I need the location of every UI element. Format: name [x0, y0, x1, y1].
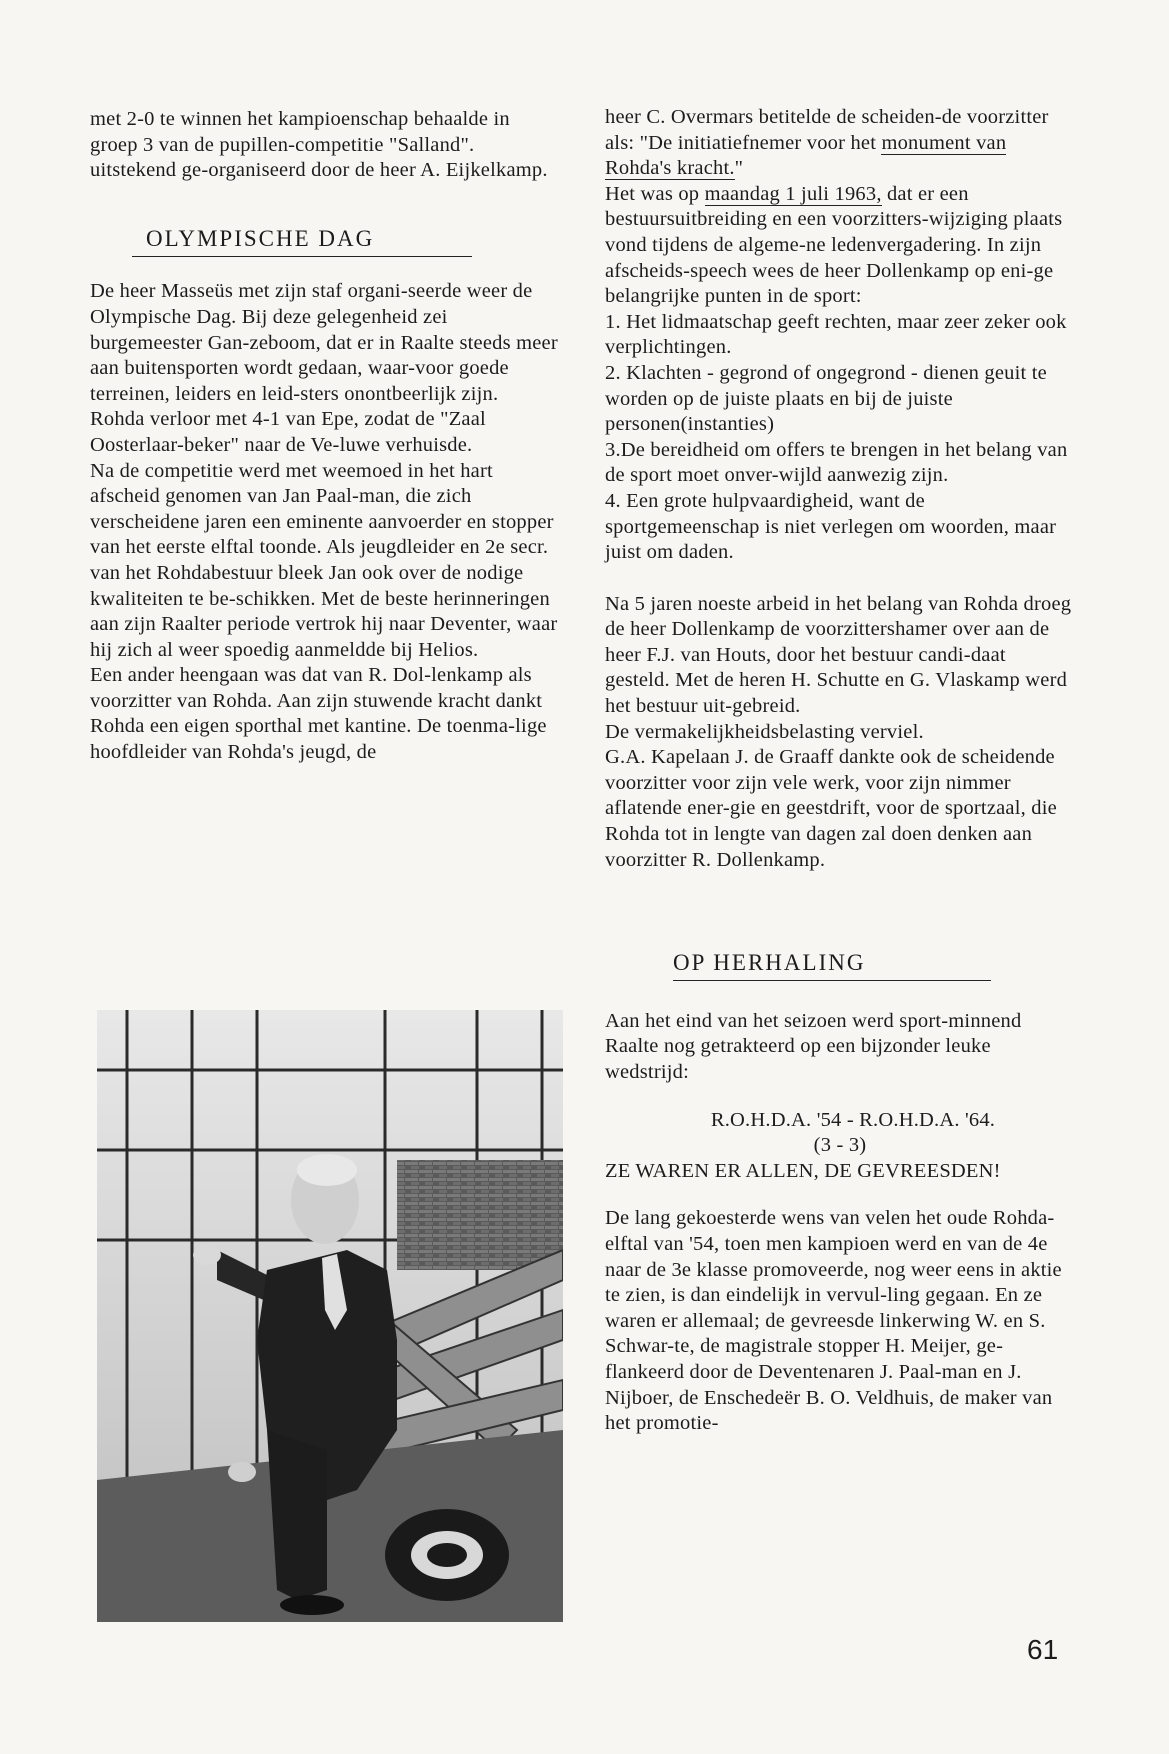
match-slogan: ZE WAREN ER ALLEN, DE GEVREESDEN!	[605, 1159, 1001, 1182]
match-line: R.O.H.D.A. '54 - R.O.H.D.A. '64.	[710, 1108, 996, 1131]
photo-man-pointing	[97, 1010, 563, 1622]
list-item-point-4: 4. Een grote hulpvaardigheid, want de sportgemeenschap is niet verlegen om woorden, maar juist om daden.	[605, 489, 1057, 564]
heading-rule	[673, 980, 991, 981]
list-item-point-1: 1. Het lidmaatschap geeft rechten, maar zeer zeker ook verplichtingen.	[605, 310, 1067, 359]
page-number: 61	[1027, 1634, 1059, 1665]
match-score: (3 - 3)	[813, 1134, 867, 1157]
paragraph-overmars: heer C. Overmars betitelde de scheiden-de voorzitter als: "De initiatiefnemer voor het monument van Rohda's kracht."	[605, 106, 1049, 180]
paragraph-herhaling-intro: Aan het eind van het seizoen werd sport-minnend Raalte nog getrakteerd op een bijzonder leuke wedstrijd:	[605, 1009, 1022, 1083]
heading-olympische-dag: OLYMPISCHE DAG	[146, 225, 375, 251]
paragraph-rohda-lost: Rohda verloor met 4-1 van Epe, zodat de "Zaal Oosterlaar-beker" naar de Ve-luwe verhuisde.	[90, 408, 486, 456]
wheelbarrow	[385, 1509, 509, 1601]
paragraph-thanks: G.A. Kapelaan J. de Graaff dankte ook de scheidende voorzitter voor zijn vele werk, voor zijn nimmer aflatende ener-gie en geestdrift, voor de sportzaal, die Rohda tot in lengte van dagen zal doen denken aan voorzitter R. Dollenkamp.	[605, 746, 1057, 871]
list-item-point-2: 2. Klachten - gegrond of ongegrond - dienen geuit te worden op de juiste plaats en bij de juiste personen(instanties)	[605, 361, 1047, 436]
right-column	[605, 105, 1075, 1437]
list-item-point-3: 3.De bereidheid om offers te brengen in het belang van de sport moet onver-wijld aanwezig zijn.	[605, 438, 1068, 487]
heading-rule	[132, 256, 472, 257]
paragraph-tax: De vermakelijkheidsbelasting verviel.	[605, 720, 924, 743]
underlined-date: maandag 1 juli 1963,	[704, 182, 882, 205]
underlined-quote: monument van Rohda's kracht.	[605, 131, 1007, 180]
paragraph-old-team: De lang gekoesterde wens van velen het oude Rohda-elftal van '54, toen men kampioen werd en van de 4e naar de 3e klasse promoveerde, nog weer eens in aktie te zien, is dan eindelijk in vervul-ling gegaan. En ze waren er allemaal; de gevreesde linkerwing W. en S. Schwar-te, de magistrale stopper H. Meijer, ge-flankeerd door de Deventenaren J. Paal-man en J. Nijboer, de Enschedeër B. O. Veldhuis, de maker van het promotie-	[605, 1207, 1062, 1435]
paragraph-dollenkamp: Een ander heengaan was dat van R. Dol-lenkamp als voorzitter van Rohda. Aan zijn stuwende kracht dankt Rohda een eigen sporthal met kantine. De toenma-lige hoofdleider van Rohda's jeugd, de	[90, 664, 547, 764]
heading-olympische-dag-wrap	[90, 226, 560, 254]
paragraph-vote: Na 5 jaren noeste arbeid in het belang van Rohda droeg de heer Dollenkamp de voorzittershamer over aan de heer F.J. van Houts, door het bestuur candi-daat gesteld. Met de heren H. Schutte en G. Vlaskamp werd het bestuur uit-gebreid.	[605, 592, 1072, 718]
paragraph-meeting: Het was op maandag 1 juli 1963, dat er een bestuursuitbreiding en een voorzitters-wijziging plaats vond tijdens de algeme-ne ledenvergadering. In zijn afscheids-speech wees de heer Dollenkamp op eni-ge belangrijke punten in de sport:	[605, 182, 1063, 308]
left-column	[90, 107, 560, 766]
paragraph-olympic: De heer Masseüs met zijn staf organi-seerde weer de Olympische Dag. Bij deze gelegenheid zei burgemeester Gan-zeboom, dat er in Raalte steeds meer aan buitensporten wordt gedaan, waar-voor goede terreinen, leiders en leid-sters onontbeerlijk zijn.	[90, 280, 558, 405]
paragraph-paalman: Na de competitie werd met weemoed in het hart afscheid genomen van Jan Paal-man, die zich verscheidene jaren een eminente aanvoerder en stopper van het eerste elftal toonde. Als jeugdleider en 2e secr. van het Rohdabestuur bleek Jan ook over de nodige kwaliteiten te be-schikken. Met de beste herinneringen aan zijn Raalter periode vertrok hij naar Deventer, waar hij zich al weer spoedig aanmeldde bij Helios.	[90, 459, 558, 661]
paragraph-kampioenschap: met 2-0 te winnen het kampioenschap behaalde in groep 3 van de pupillen-competitie "Salland". uitstekend ge-organiseerd door de heer A. Eijkelkamp.	[90, 108, 548, 182]
brick-wall	[397, 1160, 563, 1270]
heading-op-herhaling-wrap	[605, 950, 1075, 978]
heading-op-herhaling: OP HERHALING	[673, 950, 866, 976]
